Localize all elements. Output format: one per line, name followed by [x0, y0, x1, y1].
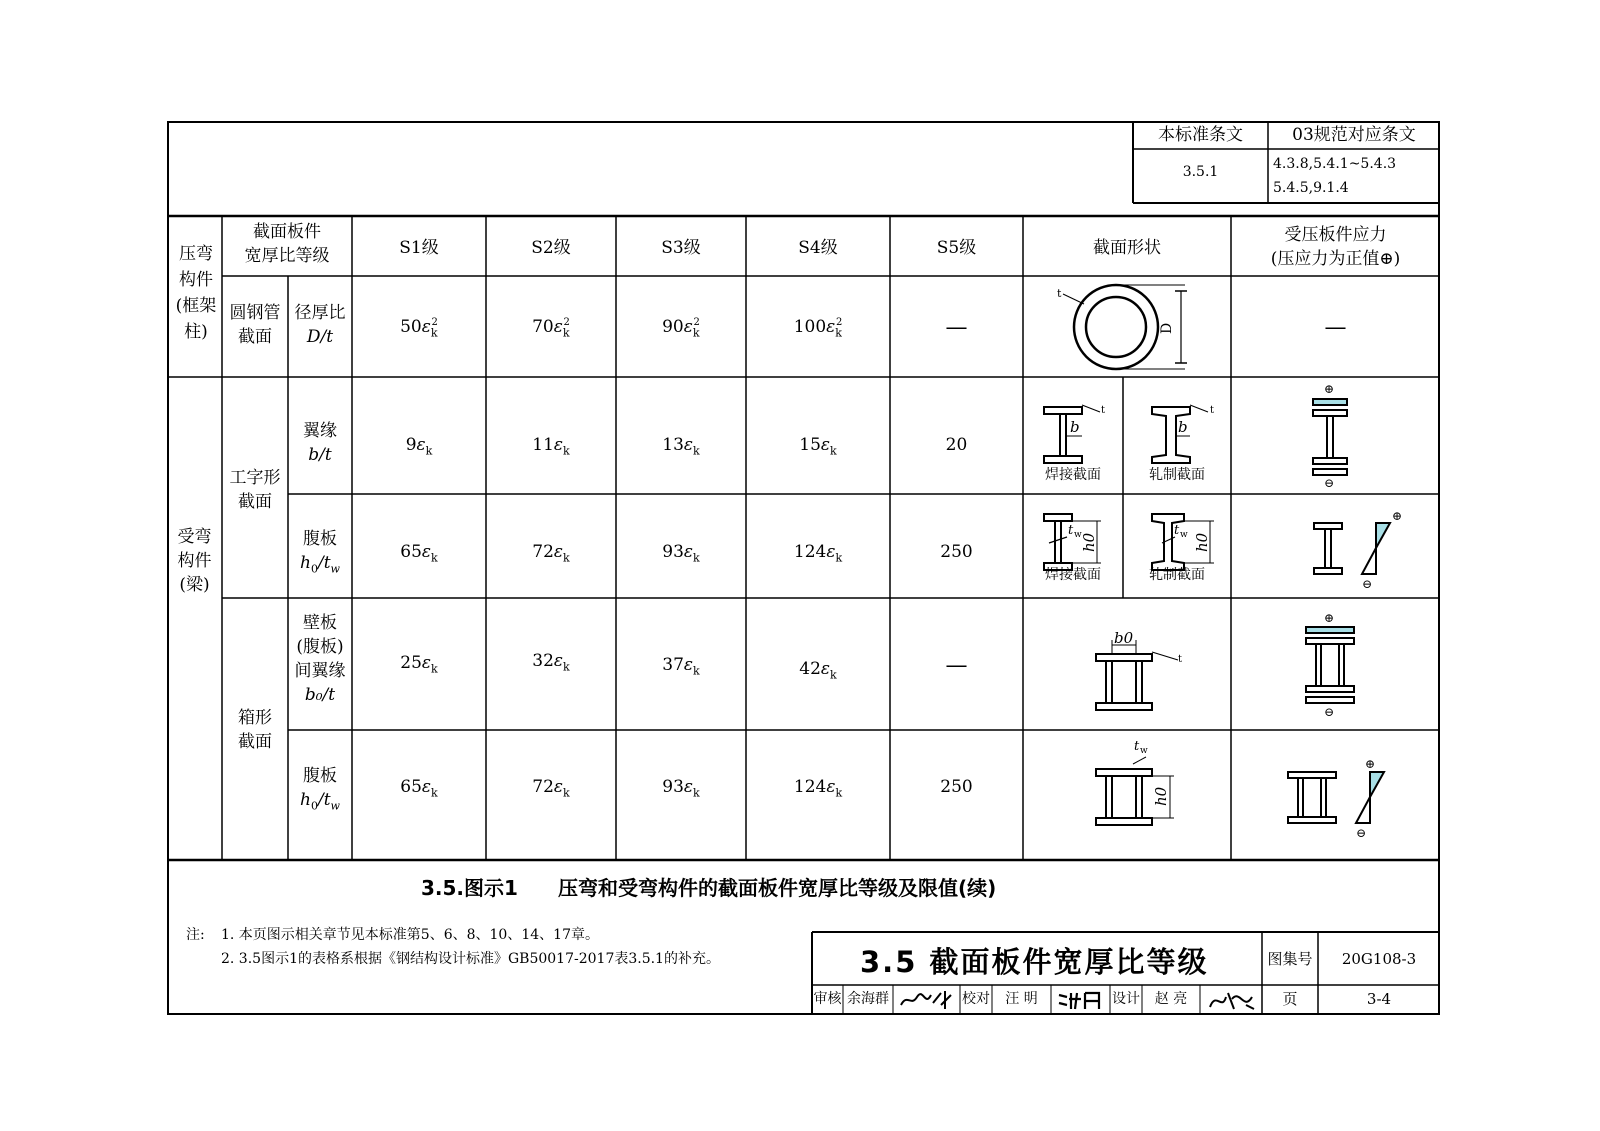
- web-label-welded: 焊接截面: [1045, 567, 1101, 583]
- box-web-s4: $124\varepsilon_k$: [793, 777, 843, 800]
- svg-text:t: t: [1178, 654, 1183, 665]
- circle-ratio-line1: 径厚比: [294, 303, 346, 323]
- category-beam-line3: (梁): [179, 575, 210, 595]
- notes-prefix: 注:: [186, 927, 205, 943]
- header-section-shape: 截面形状: [1093, 238, 1161, 258]
- circle-section-line2: 截面: [238, 327, 272, 347]
- svg-text:t: t: [1134, 739, 1140, 754]
- svg-text:⊕: ⊕: [1323, 611, 1335, 625]
- page-label: 页: [1282, 990, 1298, 1008]
- figure-caption: 压弯和受弯构件的截面板件宽厚比等级及限值(续): [558, 876, 997, 900]
- header-s4: S4级: [798, 238, 838, 258]
- box-section-flange-icon: [1096, 629, 1182, 710]
- box-web-ratio-line2: $h_0/t_w$: [300, 790, 340, 813]
- drawing-title: 3.5 截面板件宽厚比等级: [860, 945, 1209, 979]
- box-web-s2: $72\varepsilon_k$: [532, 777, 570, 800]
- svg-text:⊖: ⊖: [1323, 705, 1335, 719]
- ref-line1: 4.3.8,5.4.1~5.4.3: [1273, 156, 1397, 172]
- svg-text:w: w: [1074, 530, 1082, 540]
- svg-text:h0: h0: [1080, 532, 1098, 552]
- atlas-label: 图集号: [1267, 950, 1313, 968]
- category-beam-line1: 受弯: [177, 527, 212, 547]
- reviewer-name: 余海群: [847, 991, 889, 1007]
- svg-text:t: t: [1101, 405, 1106, 416]
- flange-s4: $15\varepsilon_k$: [799, 435, 837, 458]
- svg-text:t: t: [1210, 405, 1215, 416]
- svg-text:b: b: [1178, 418, 1188, 436]
- checker-name: 汪 明: [1005, 991, 1038, 1007]
- category-compression-bending: 压弯构件(框架柱): [175, 244, 217, 342]
- atlas-number: 20G108-3: [1341, 950, 1417, 968]
- web-s4: $124\varepsilon_k$: [793, 542, 843, 565]
- svg-text:⊖: ⊖: [1362, 577, 1373, 591]
- box-web-stress-icon: [1288, 757, 1384, 840]
- box-section-line2: 截面: [238, 732, 272, 752]
- svg-text:⊖: ⊖: [1356, 826, 1367, 840]
- check-label: 校对: [962, 991, 990, 1007]
- web-ratio-line1: 腹板: [303, 529, 337, 549]
- circle-ratio-line2: D/t: [306, 327, 334, 347]
- circle-s5: —: [945, 315, 968, 340]
- review-label: 审核: [813, 991, 842, 1007]
- box-web-s1: $65\varepsilon_k$: [400, 777, 438, 800]
- box-web-s5: 250: [940, 777, 973, 797]
- i-section-line1: 工字形: [229, 468, 281, 488]
- flange-ratio-line2: b/t: [308, 445, 332, 465]
- rolled-i-web-icon: [1152, 514, 1214, 570]
- reviewer-signature: [897, 987, 957, 1013]
- page-number: 3-4: [1366, 990, 1392, 1008]
- flange-s5: 20: [945, 435, 968, 455]
- svg-text:t: t: [1068, 523, 1074, 538]
- web-ratio-line2: $h_0/t_w$: [300, 553, 340, 576]
- circle-section-line1: 圆钢管: [229, 303, 281, 323]
- header-s2: S2级: [531, 238, 571, 258]
- svg-text:⊕: ⊕: [1392, 509, 1403, 523]
- designer-signature: [1204, 987, 1260, 1013]
- svg-text:w: w: [1180, 530, 1188, 540]
- circular-tube-icon: [1057, 285, 1187, 369]
- header-stress-line2: (压应力为正值⊕): [1270, 249, 1401, 269]
- welded-i-web-icon: [1044, 514, 1101, 570]
- box-section-line1: 箱形: [238, 708, 272, 728]
- svg-text:⊕: ⊕: [1365, 757, 1376, 771]
- flange-label-welded: 焊接截面: [1045, 467, 1101, 483]
- web-s2: $72\varepsilon_k$: [532, 542, 570, 565]
- svg-text:w: w: [1140, 746, 1148, 756]
- note-2: 2. 3.5图示1的表格系根据《钢结构设计标准》GB50017-2017表3.5.1的补充。: [221, 951, 720, 967]
- i-section-line2: 截面: [238, 492, 272, 512]
- svg-text:D: D: [1159, 322, 1175, 334]
- ref-clause: 3.5.1: [1182, 164, 1219, 180]
- figure-number: 3.5.图示1: [421, 876, 518, 900]
- svg-text:t: t: [1174, 523, 1180, 538]
- circle-s2: $70\varepsilon_k^2$: [532, 317, 570, 340]
- welded-i-section-icon: [1044, 405, 1105, 463]
- svg-text:⊕: ⊕: [1323, 382, 1335, 396]
- category-beam-line2: 构件: [177, 551, 212, 571]
- ref-header-right: 03规范对应条文: [1292, 125, 1416, 145]
- ref-header-left: 本标准条文: [1158, 125, 1243, 145]
- i-web-stress-icon: [1314, 509, 1402, 591]
- box-web-ratio-line1: 腹板: [303, 766, 337, 786]
- flange-s2: $11\varepsilon_k$: [532, 435, 570, 458]
- box-flange-ratio-line2: (腹板): [296, 637, 344, 657]
- web-s5: 250: [940, 542, 973, 562]
- box-flange-s5: —: [945, 653, 968, 678]
- note-1: 1. 本页图示相关章节见本标准第5、6、8、10、14、17章。: [221, 927, 599, 943]
- box-flange-ratio-line4: b₀/t: [304, 685, 336, 705]
- flange-label-rolled: 轧制截面: [1149, 467, 1205, 483]
- box-flange-s2: $32\varepsilon_k$: [532, 651, 570, 674]
- design-label: 设计: [1112, 991, 1140, 1007]
- box-flange-s1: $25\varepsilon_k$: [400, 653, 438, 676]
- svg-text:b: b: [1070, 418, 1080, 436]
- circle-s1: $50\varepsilon_k^2$: [400, 317, 438, 340]
- svg-text:h0: h0: [1152, 786, 1170, 806]
- box-flange-ratio-line3: 间翼缘: [294, 661, 346, 681]
- web-s1: $65\varepsilon_k$: [400, 542, 438, 565]
- header-s3: S3级: [661, 238, 701, 258]
- ref-line2: 5.4.5,9.1.4: [1273, 180, 1349, 196]
- flange-s1: $9\varepsilon_k$: [405, 435, 433, 458]
- circle-s4: $100\varepsilon_k^2$: [793, 317, 843, 340]
- rolled-i-section-icon: [1152, 405, 1214, 463]
- header-grade-line1: 截面板件: [253, 222, 321, 242]
- box-flange-s3: $37\varepsilon_k$: [662, 655, 700, 678]
- flange-ratio-line1: 翼缘: [303, 421, 337, 441]
- box-flange-stress-icon: [1306, 611, 1354, 719]
- checker-signature: [1055, 987, 1107, 1013]
- box-section-web-icon: [1096, 739, 1174, 825]
- svg-text:b0: b0: [1114, 629, 1134, 647]
- header-stress-line1: 受压板件应力: [1284, 225, 1387, 245]
- i-flange-stress-icon: [1313, 382, 1347, 490]
- circle-stress: —: [1324, 315, 1347, 340]
- flange-s3: $13\varepsilon_k$: [662, 435, 700, 458]
- header-grade-line2: 宽厚比等级: [244, 246, 330, 266]
- svg-text:⊖: ⊖: [1323, 476, 1335, 490]
- box-web-s3: $93\varepsilon_k$: [662, 777, 700, 800]
- web-s3: $93\varepsilon_k$: [662, 542, 700, 565]
- header-s5: S5级: [936, 238, 977, 258]
- svg-text:t: t: [1057, 287, 1062, 300]
- header-s1: S1级: [399, 238, 439, 258]
- circle-s3: $90\varepsilon_k^2$: [662, 317, 700, 340]
- box-flange-ratio-line1: 壁板: [303, 613, 337, 633]
- web-label-rolled: 轧制截面: [1149, 567, 1205, 583]
- designer-name: 赵 亮: [1154, 991, 1188, 1007]
- box-flange-s4: $42\varepsilon_k$: [799, 659, 837, 682]
- svg-text:h0: h0: [1193, 532, 1211, 552]
